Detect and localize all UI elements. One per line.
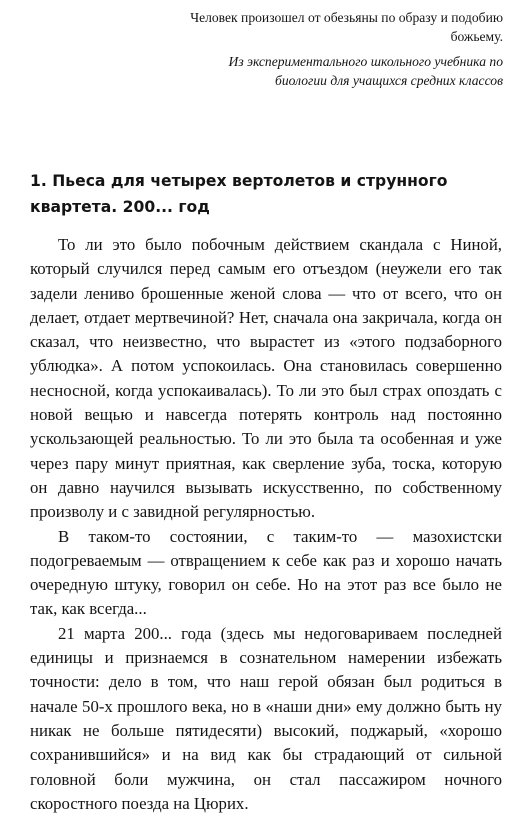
epigraph-quote: Человек произошел от обезьяны по образу и подобию божьему. <box>190 10 503 44</box>
chapter-title: 1. Пьеса для четырех вертолетов и струнного квартета. 200... год <box>30 172 448 216</box>
paragraph: 21 марта 200... года (здесь мы недоговариваем последней единицы и признаемся в сознательном намерении избежать точности: дело в том, что наш герой обязан был родиться в начале 50-х прошлого века, но в «наши дни» ему должно быть ну никак не больше пятидесяти) высокий, поджарый, «хорошо сохранившийся» и на вид как бы страдающий от сильной головной боли мужчина, он стал пассажиром ночного скоростного поезда на Цюрих. <box>30 623 502 813</box>
epigraph <box>190 8 503 90</box>
epigraph-source: Из экспериментального школьного учебника по биологии для учащихся средних классов <box>228 54 503 88</box>
paragraph: В таком-то состоянии, с таким-то — мазохистски подогреваемым — отвращением к себе как раз и хорошо начать очередную штуку, говорил он себе. Но на этот раз все было не так, как всегда... <box>30 526 502 619</box>
chapter-body <box>30 233 502 816</box>
paragraph: То ли это было побочным действием скандала с Ниной, который случился перед самым его отъездом (неужели его так задели лениво брошенные женой слова — что от всего, что он делает, отдает мертвечиной? Нет, сначала она закричала, когда он сказал, что неизвестно, что вырастет из «этого подзаборного ублюдка». А потом успокоилась. Она становилась совершенно несносной, когда успокаивалась). То ли это был страх опоздать с новой вещью и навсегда потерять контроль над постоянно ускользающей реальностью. То ли это была та особенная и уже через пару минут приятная, как сверление зуба, тоска, которую он давно научился вызывать искусственно, по собственному произволу и с завидной регулярностью. <box>30 235 502 522</box>
